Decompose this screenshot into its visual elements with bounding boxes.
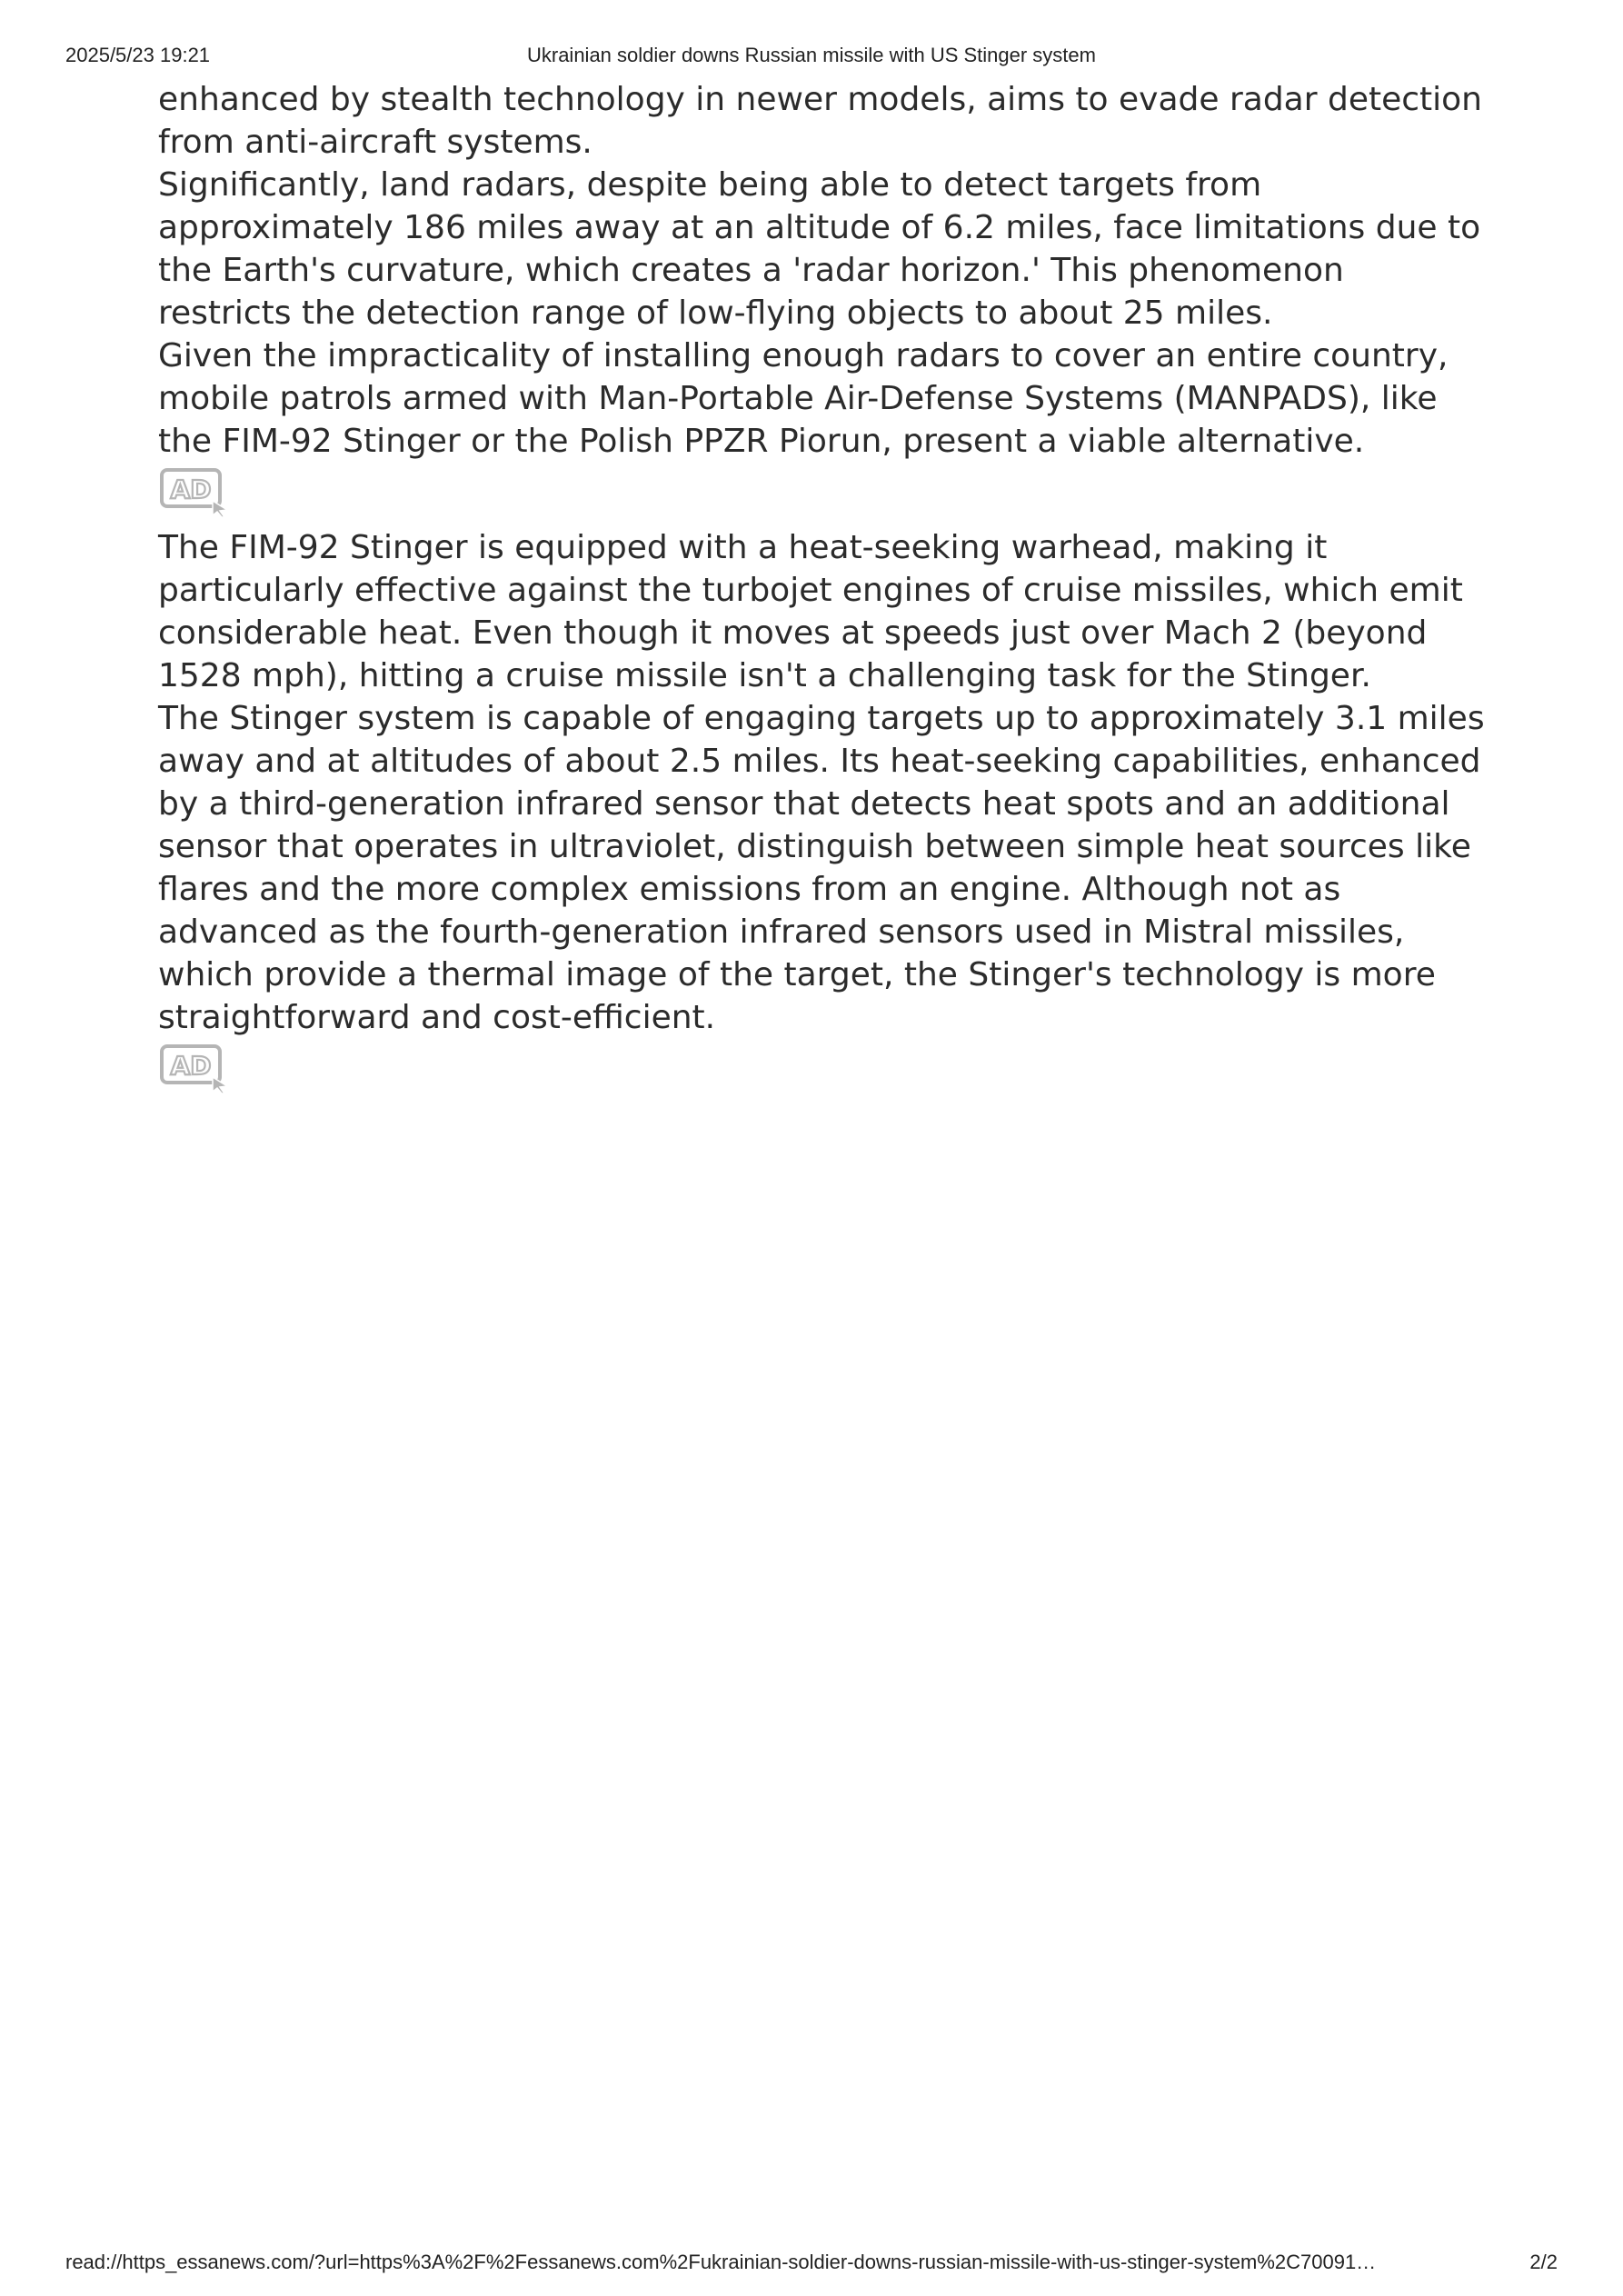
article-paragraph-5: The Stinger system is capable of engaging targets up to approximately 3.1 miles away and at altitudes of about 2.5 miles. Its heat-seeking capabilities, enhanced by a third-generation infrared sensor that detects heat spots and an additional sensor that operates in ultraviolet, distinguish between simple heat sources like flares and the more complex emissions from an engine. Although not as advanced as the fourth-generation infrared sensors used in Mistral missiles, which provide a thermal image of the target, the Stinger's technology is more straightforward and cost-efficient. — [158, 700, 1485, 1036]
page-number: 2/2 — [1529, 2251, 1558, 2273]
print-footer — [65, 2251, 1558, 2278]
document-title: Ukrainian soldier downs Russian missile with US Stinger system — [526, 44, 1096, 66]
article-paragraph-3: Given the impracticality of installing enough radars to cover an entire country, mobile patrols armed with Man-Portable Air-Defense Systems (MANPADS), like the FIM-92 Stinger or the Polish PPZR Piorun, present a viable alternative. — [158, 337, 1449, 460]
source-url: read://https_essanews.com/?url=https%3A%2F%2Fessanews.com%2Fukrainian-soldier-downs-russian-missile-with-us-stinger-system%2C70091… — [65, 2251, 1377, 2273]
ad-icon — [158, 466, 231, 517]
svg-text:AD: AD — [170, 474, 212, 504]
ad-placeholder-1[interactable] — [158, 466, 231, 517]
article-paragraph-2: Significantly, land radars, despite being able to detect targets from approximately 186 miles away at an altitude of 6.2 miles, face limitations due to the Earth's curvature, which creates a 'radar horizon.' This phenomenon restricts the detection range of low-flying objects to about 25 miles. — [158, 166, 1481, 332]
print-timestamp: 2025/5/23 19:21 — [65, 44, 211, 66]
print-header — [65, 36, 1558, 73]
ad-icon — [158, 1043, 231, 1093]
article-paragraph-1: enhanced by stealth technology in newer models, aims to evade radar detection from anti-aircraft systems. — [158, 81, 1482, 161]
article-paragraph-4: The FIM-92 Stinger is equipped with a heat-seeking warhead, making it particularly effective against the turbojet engines of cruise missiles, which emit considerable heat. Even though it moves at speeds just over Mach 2 (beyond 1528 mph), hitting a cruise missile isn't a challenging task for the Stinger. — [158, 529, 1463, 694]
svg-text:AD: AD — [170, 1051, 212, 1081]
article-body — [158, 78, 1485, 1103]
ad-placeholder-2[interactable] — [158, 1043, 231, 1093]
